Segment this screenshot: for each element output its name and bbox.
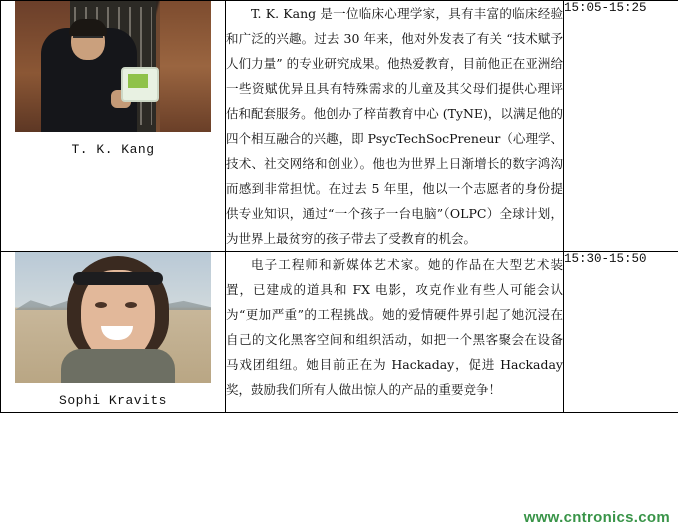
speaker-photo-cell xyxy=(1,1,226,252)
person-hair xyxy=(69,19,107,36)
speaker-name: T. K. Kang xyxy=(71,142,155,157)
speaker-name: Sophi Kravits xyxy=(59,393,167,408)
speaker-bio-cell xyxy=(226,252,564,413)
table-row xyxy=(1,1,678,252)
session-time-cell: 15:30-15:50 xyxy=(564,252,678,413)
speaker-bio-cell xyxy=(226,1,564,252)
eye-right xyxy=(125,302,137,308)
speaker-bio: 电子工程师和新媒体艺术家。她的作品在大型艺术装置，已建成的道具和 FX 电影，攻克作业有些人可能会认为“更加严重”的工程挑战。她的爱情硬件界引起了她沉浸在自己的文化黑客空间和组织活动，如把一个黑客聚会在设备马戏团组纽。她目前正在为 Hackaday，促进 Hackaday 奖，鼓励我们所有人做出惊人的产品的重要竞争！ xyxy=(226,257,563,397)
wall-right xyxy=(160,1,211,132)
speaker-photo-2 xyxy=(15,252,211,383)
person-body xyxy=(61,349,175,383)
speaker-photo-cell xyxy=(1,252,226,413)
speaker-bio: T. K. Kang 是一位临床心理学家，具有丰富的临床经验和广泛的兴趣。过去 30 年来，他对外发表了有关 “技术赋予人们力量” 的专业研究成果。他热爱教育，目前他正在亚洲给一些资赋优异且具有特殊需求的儿童及其父母们提供心理评估和配套服务。他创办了梓苗教育中心 (TyNE)，以满足他的四个相互融合的兴趣，即 PsycTechSocPreneur（心理学、技术、社交网络和创业）。他也为世界上日渐增长的数字鸿沟而感到非常担忧。在过去 5 年里，他以一个志愿者的身份提供专业知识，通过“一个孩子一台电脑”（OLPC）全球计划，为世界上最贫穷的孩子带去了受教育的机会。 xyxy=(226,6,563,246)
headband xyxy=(73,272,163,285)
table-row xyxy=(1,252,678,413)
site-watermark: www.cntronics.com xyxy=(523,509,670,526)
portrait xyxy=(15,252,211,383)
eye-left xyxy=(95,302,107,308)
glasses-icon xyxy=(73,36,103,44)
speaker-photo-1 xyxy=(15,1,211,132)
session-time-cell: 15:05-15:25 xyxy=(564,1,678,252)
green-laptop xyxy=(121,67,159,102)
